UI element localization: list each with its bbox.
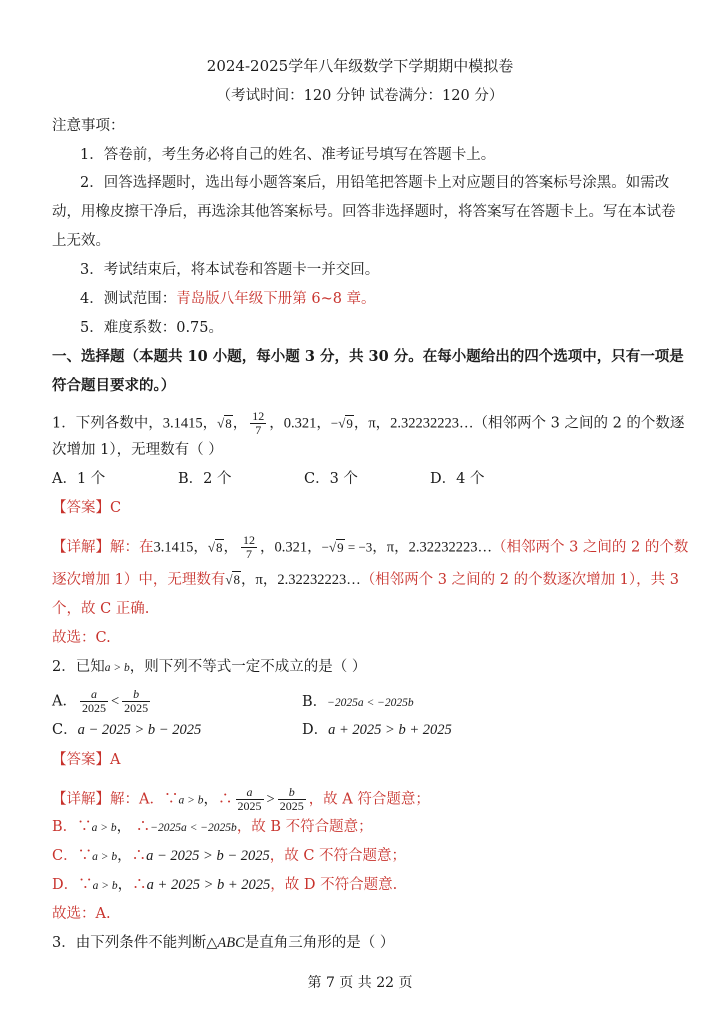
q3-stem xyxy=(52,933,394,953)
q1-detail-sqrt-8: √8 xyxy=(207,539,223,555)
page-footer: 第 7 页 共 22 页 xyxy=(307,975,413,991)
q2-detail-a-therefore: ∴ xyxy=(218,791,233,808)
q2-detail-a-prefix: 解：A．∵ xyxy=(110,791,179,808)
q1-detail-pi: π xyxy=(386,539,395,556)
q2-detail-a-frac-a-den: 2025 xyxy=(237,799,262,813)
q2-detail-b-cond: a > b xyxy=(91,822,117,834)
q2-option-b xyxy=(302,692,414,713)
q1-conclusion: 故选：C. xyxy=(52,630,111,646)
q1-neg-sqrt-9: −√9 xyxy=(330,415,353,431)
notice-item-4-prefix: 4．测试范围： xyxy=(80,291,177,307)
q1-detail-label: 【详解】 xyxy=(52,539,110,556)
page-title: 2024-2025学年八年级数学下学期期中模拟卷 xyxy=(206,57,514,75)
q2-detail-d-prefix: D．∵ xyxy=(52,877,93,893)
q2-detail-b-expr: −2025a < −2025b xyxy=(150,822,237,834)
q1-option-c: C．3 个 xyxy=(304,471,358,487)
notice-item-3: 3．考试结束后，将本试卷和答题卡一并交回。 xyxy=(80,262,380,278)
q2-detail-b-therefore: ∴ xyxy=(135,819,151,835)
q2-detail-c-therefore: ∴ xyxy=(131,848,147,864)
q2-option-a-frac-a-num: a xyxy=(80,688,108,702)
q2-detail-c-prefix: C．∵ xyxy=(52,848,93,864)
q1-fraction-12-7 xyxy=(250,410,266,437)
q2-option-a-label: A． xyxy=(52,693,77,710)
q2-option-c xyxy=(52,720,302,740)
q1-detail-irr-sqrt-8-radicand: 8 xyxy=(233,572,240,587)
q1-number-3-1415: 3.1415 xyxy=(162,415,203,432)
q2-option-c-label: C． xyxy=(52,722,78,738)
q1-fraction-num: 12 xyxy=(252,409,265,423)
q2-option-a-frac-b-num: b xyxy=(122,688,150,702)
q2-prefix: 2．已知 xyxy=(52,659,105,675)
q2-detail-d-suffix: ，故 D 不符合题意. xyxy=(270,877,398,893)
q1-detail-fraction xyxy=(241,534,257,561)
q1-detail-equals-neg-3: = −3 xyxy=(347,539,373,555)
q1-detail-repeating: 2.32232223… xyxy=(408,539,492,556)
q2-option-d-expr: a + 2025 > b + 2025 xyxy=(328,722,452,738)
q1-fraction-den: 7 xyxy=(255,423,262,437)
q1-number-repeating: 2.32232223… xyxy=(390,415,474,432)
notice-heading: 注意事项： xyxy=(52,118,125,134)
q1-detail-line-2-a: 逐次增加 1）中，无理数有 xyxy=(52,572,226,588)
q2-option-a: A． $\frac{a}{2025}$ < $\frac{b}{2025}$ xyxy=(52,687,149,715)
q1-stem-line-2: 次增加 1），无理数有（ ） xyxy=(52,442,223,458)
q1-option-b: B．2 个 xyxy=(178,471,232,487)
notice-item-5: 5．难度系数：0.75。 xyxy=(80,320,224,336)
notice-item-2-line-1: 2．回答选择题时，选出每小题答案后，用铅笔把答题卡上对应题目的答案标号涂黑。如需改 xyxy=(80,175,670,191)
q2-detail-d-expr: a + 2025 > b + 2025 xyxy=(146,877,271,893)
q2-stem xyxy=(52,657,366,678)
q1-detail-irr-sqrt-8: √8 xyxy=(225,572,240,587)
q2-answer: 【答案】A xyxy=(52,752,121,768)
q2-detail-d-cond: a > b xyxy=(92,880,118,892)
q1-detail-sqrt-8-radicand: 8 xyxy=(216,539,223,555)
q1-detail-line-2: 逐次增加 1）中，无理数有√8，π，2.32232223…（相邻两个 3 之间的 2 的个数逐次增加 1），共 3 xyxy=(52,572,679,588)
q1-detail-line-1: 【详解】解：在3.1415，√8， $\frac{12}{7}$ ，0.321，−√9 = −3，π，2.32232223…（相邻两个 3 之间的 2 的个数 xyxy=(52,533,689,561)
q1-option-d: D．4 个 xyxy=(430,471,485,487)
q1-detail-0-321: 0.321 xyxy=(274,539,308,556)
q3-triangle-abc: ABC xyxy=(217,935,245,951)
q1-prefix: 1．下列各数中， xyxy=(52,415,163,432)
q2-detail-a-frac-b-num: b xyxy=(278,786,306,800)
notice-item-4 xyxy=(80,289,376,309)
q1-answer: 【答案】C xyxy=(52,500,122,516)
q1-detail-prefix: 解：在 xyxy=(110,539,154,556)
exam-subtitle: （考试时间：120 分钟 试卷满分：120 分） xyxy=(216,88,504,104)
q2-options-row-2 xyxy=(52,720,452,740)
q2-detail-label: 【详解】 xyxy=(52,791,110,808)
notice-item-2-line-3: 上无效。 xyxy=(52,233,110,249)
q1-detail-neg-sqrt-9-radicand: 9 xyxy=(337,539,344,555)
q1-detail-note: （相邻两个 3 之间的 2 的个数 xyxy=(491,539,689,556)
q2-option-c-expr: a − 2025 > b − 2025 xyxy=(77,722,202,738)
q1-option-a: A．1 个 xyxy=(52,471,106,487)
q2-detail-a-suffix: ，故 A 符合题意； xyxy=(308,791,430,808)
q1-sqrt-8: √8 xyxy=(217,415,232,431)
q2-detail-a-cond: a > b xyxy=(178,794,204,807)
q1-sqrt-8-radicand: 8 xyxy=(225,415,232,431)
q1-neg-sqrt-9-radicand: 9 xyxy=(346,415,353,431)
notice-item-2-line-2: 动，用橡皮擦干净后，再选涂其他答案标号。回答非选择题时，将答案写在答题卡上。写在本试卷 xyxy=(52,204,676,220)
q2-option-a-frac-a-den: 2025 xyxy=(81,701,106,715)
q2-option-a-frac-a xyxy=(80,688,108,715)
q1-detail-irr-pi: π xyxy=(255,572,263,588)
q2-option-a-frac-b xyxy=(122,688,150,715)
q2-option-d-label: D． xyxy=(302,722,329,738)
q1-detail-line-3: 个，故 C 正确. xyxy=(52,601,150,617)
test-range: 青岛版八年级下册第 6~8 章。 xyxy=(176,291,376,307)
q1-detail-line-2-b: （相邻两个 3 之间的 2 的个数逐次增加 1），共 3 xyxy=(360,572,679,588)
q3-prefix: 3．由下列条件不能判断△ xyxy=(52,935,218,951)
q2-detail-b-suffix: ，故 B 不符合题意； xyxy=(236,819,373,835)
q2-conclusion: 故选：A. xyxy=(52,906,111,922)
q1-stem-line-1: 1．下列各数中，3.1415，√8， $\frac{12}{7}$ ，0.321，−√9，π，2.32232223…（相邻两个 3 之间的 2 的个数逐 xyxy=(52,409,685,437)
q2-detail-c: C．∵a > b，∴a − 2025 > b − 2025，故 C 不符合题意； xyxy=(52,848,407,864)
q1-detail-fraction-den: 7 xyxy=(246,547,253,561)
q2-detail-a-frac-a-num: a xyxy=(236,786,264,800)
q1-detail-fraction-num: 12 xyxy=(243,533,256,547)
q2-suffix: ，则下列不等式一定不成立的是（ ） xyxy=(129,659,367,675)
q2-detail-c-expr: a − 2025 > b − 2025 xyxy=(146,848,270,864)
q1-detail-irr-repeating: 2.32232223… xyxy=(277,572,361,588)
q2-detail-a-frac-a xyxy=(236,786,264,813)
q1-detail-3-1415: 3.1415 xyxy=(153,539,194,556)
q2-detail-a-frac-b xyxy=(278,786,306,813)
q1-detail-neg-sqrt-9: −√9 = −3 xyxy=(321,539,373,555)
q2-option-a-frac-b-den: 2025 xyxy=(124,701,149,715)
q1-pi: π xyxy=(368,415,376,432)
q2-options-row-1 xyxy=(52,688,414,715)
section-heading-line-1: 一、选择题（本题共 10 小题，每小题 3 分，共 30 分。在每小题给出的四个选项中，只有一项是 xyxy=(52,348,684,365)
q2-option-d xyxy=(302,720,452,740)
q2-option-b-label: B． xyxy=(302,693,328,710)
notice-item-1: 1．答卷前，考生务必将自己的姓名、准考证号填写在答题卡上。 xyxy=(80,147,496,163)
q2-option-b-expr: −2025a < −2025b xyxy=(327,696,414,709)
q2-detail-d: D．∵a > b，∴a + 2025 > b + 2025，故 D 不符合题意. xyxy=(52,877,398,893)
q2-detail-d-therefore: ∴ xyxy=(132,877,147,893)
q2-detail-b: B．∵a > b， ∴−2025a < −2025b，故 B 不符合题意； xyxy=(52,819,373,835)
q1-options xyxy=(52,469,484,489)
q2-detail-b-prefix: B．∵ xyxy=(52,819,92,835)
q2-detail-a: 【详解】解：A．∵a > b，∴ $\frac{a}{2025}$ > $\frac{b}{2025}$ ，故 A 符合题意； xyxy=(52,785,430,813)
q2-detail-c-cond: a > b xyxy=(92,851,118,863)
q1-note: （相邻两个 3 之间的 2 的个数逐 xyxy=(473,415,685,432)
q2-detail-c-suffix: ，故 C 不符合题意； xyxy=(269,848,407,864)
section-heading-line-2: 符合题目要求的。） xyxy=(52,377,176,394)
q2-detail-a-frac-b-den: 2025 xyxy=(279,799,304,813)
q2-condition: a > b xyxy=(104,662,130,674)
q3-suffix: 是直角三角形的是（ ） xyxy=(244,935,395,951)
q1-number-0-321: 0.321 xyxy=(283,415,317,432)
